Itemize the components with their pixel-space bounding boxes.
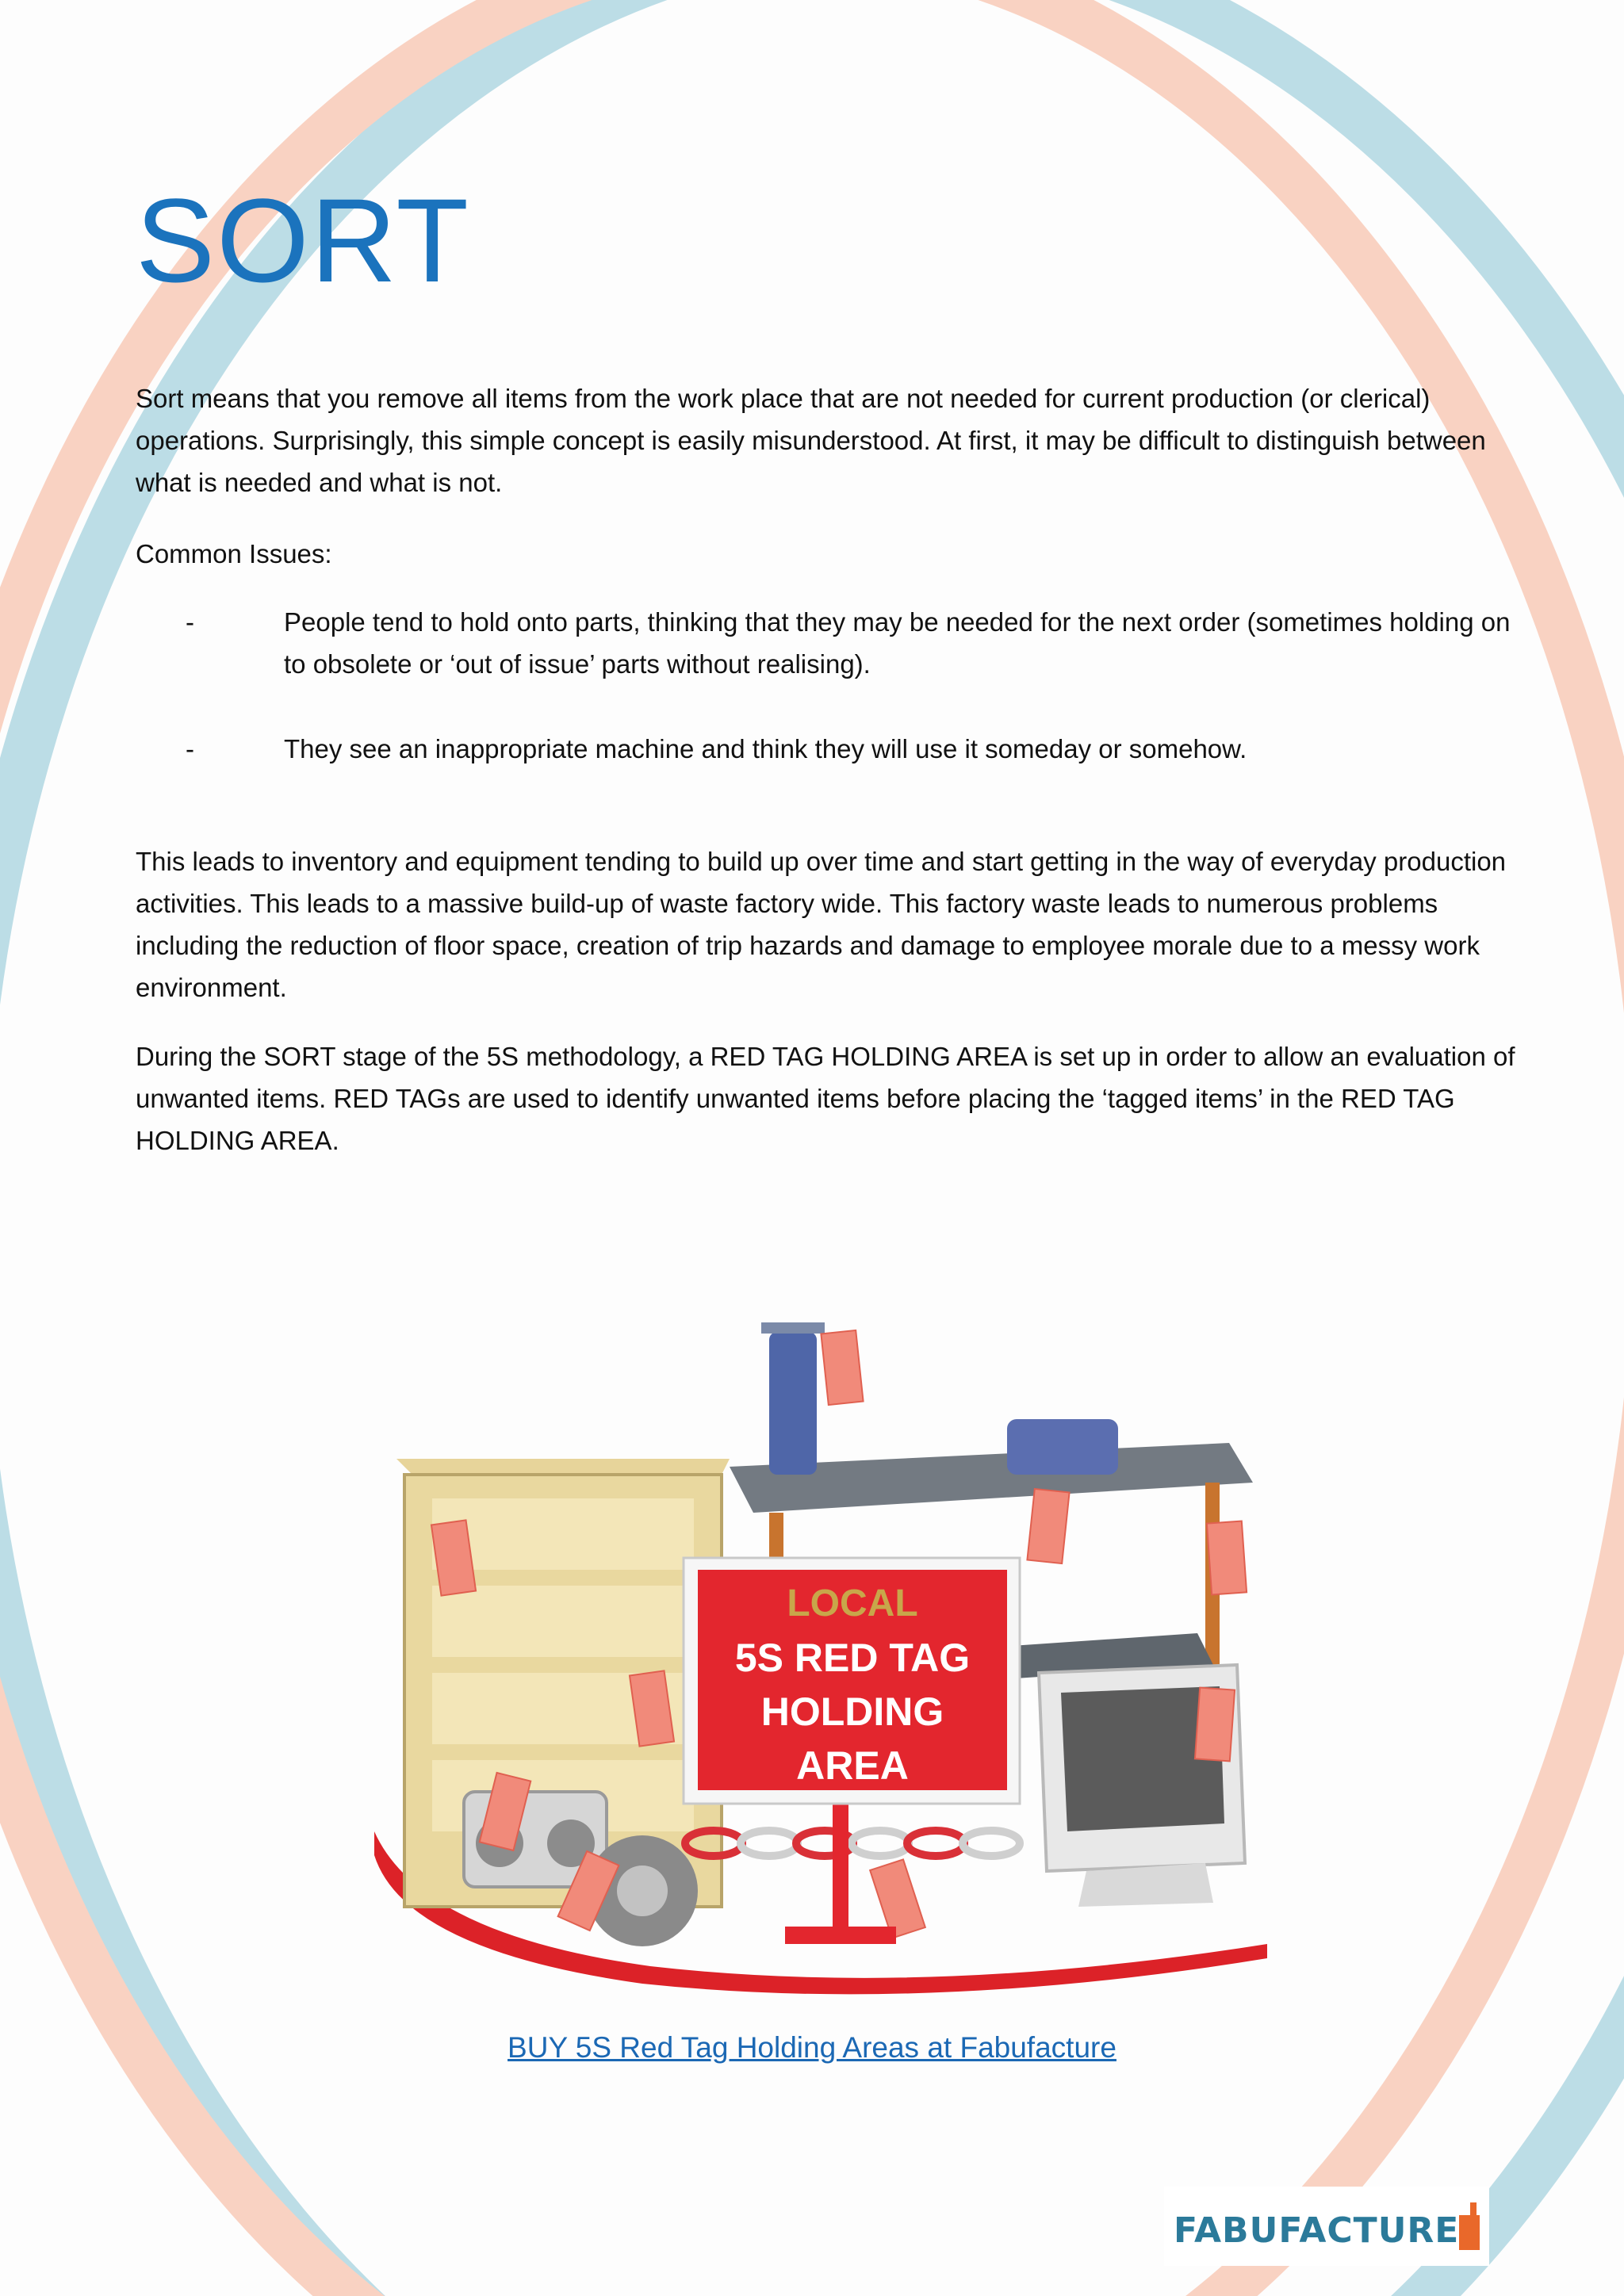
issue-text: They see an inappropriate machine and think they will use it someday or somehow.: [284, 734, 1247, 763]
logo-text: FABUFACTURE: [1174, 2210, 1460, 2251]
pipe-vise-icon: [769, 1332, 817, 1475]
sign-base: [785, 1927, 896, 1944]
sign-line-4: AREA: [796, 1743, 909, 1788]
bullet-marker: -: [186, 607, 194, 637]
red-tag-holding-area-illustration: [373, 1316, 1269, 2006]
factory-icon: [1453, 2201, 1484, 2252]
fabufacture-logo: [1164, 2187, 1489, 2266]
issue-text: People tend to hold onto parts, thinking that they may be needed for the next order (sometimes holding on to obsolete or ‘out of issue’ parts without realising).: [284, 607, 1511, 679]
chain-icon: [685, 1831, 1020, 1856]
bookshelf-icon: [396, 1459, 730, 1475]
bullet-marker: -: [186, 734, 194, 763]
buy-red-tag-link[interactable]: BUY 5S Red Tag Holding Areas at Fabufacture: [508, 2031, 1116, 2064]
bench-vise-icon: [1007, 1419, 1118, 1475]
sign-post: [833, 1800, 848, 1934]
consequence-paragraph: This leads to inventory and equipment tending to build up over time and start getting in the way of everyday production activities. This leads to a massive build-up of waste factory wide. This factory waste leads to numerous problems including the reduction of floor space, creation of trip hazards and damage to employee morale due to a messy work environment.: [136, 847, 1507, 1002]
intro-paragraph: Sort means that you remove all items from the work place that are not needed for current production (or clerical) operations. Surprisingly, this simple concept is easily misunderstood. At first, it may be difficult to distinguish between what is needed and what is not.: [136, 384, 1486, 497]
red-tag-paragraph: During the SORT stage of the 5S methodology, a RED TAG HOLDING AREA is set up in order to allow an evaluation of unwanted items. RED TAGs are used to identify unwanted items before placing the ‘tagged items’ in the RED TAG HOLDING AREA.: [136, 1042, 1515, 1155]
page-title: SORT: [136, 174, 470, 307]
sign-line-3: HOLDING: [760, 1689, 944, 1734]
sign-line-1: LOCAL: [787, 1582, 918, 1624]
issues-heading: Common Issues:: [136, 539, 332, 568]
sign-line-2: 5S RED TAG: [734, 1636, 971, 1680]
